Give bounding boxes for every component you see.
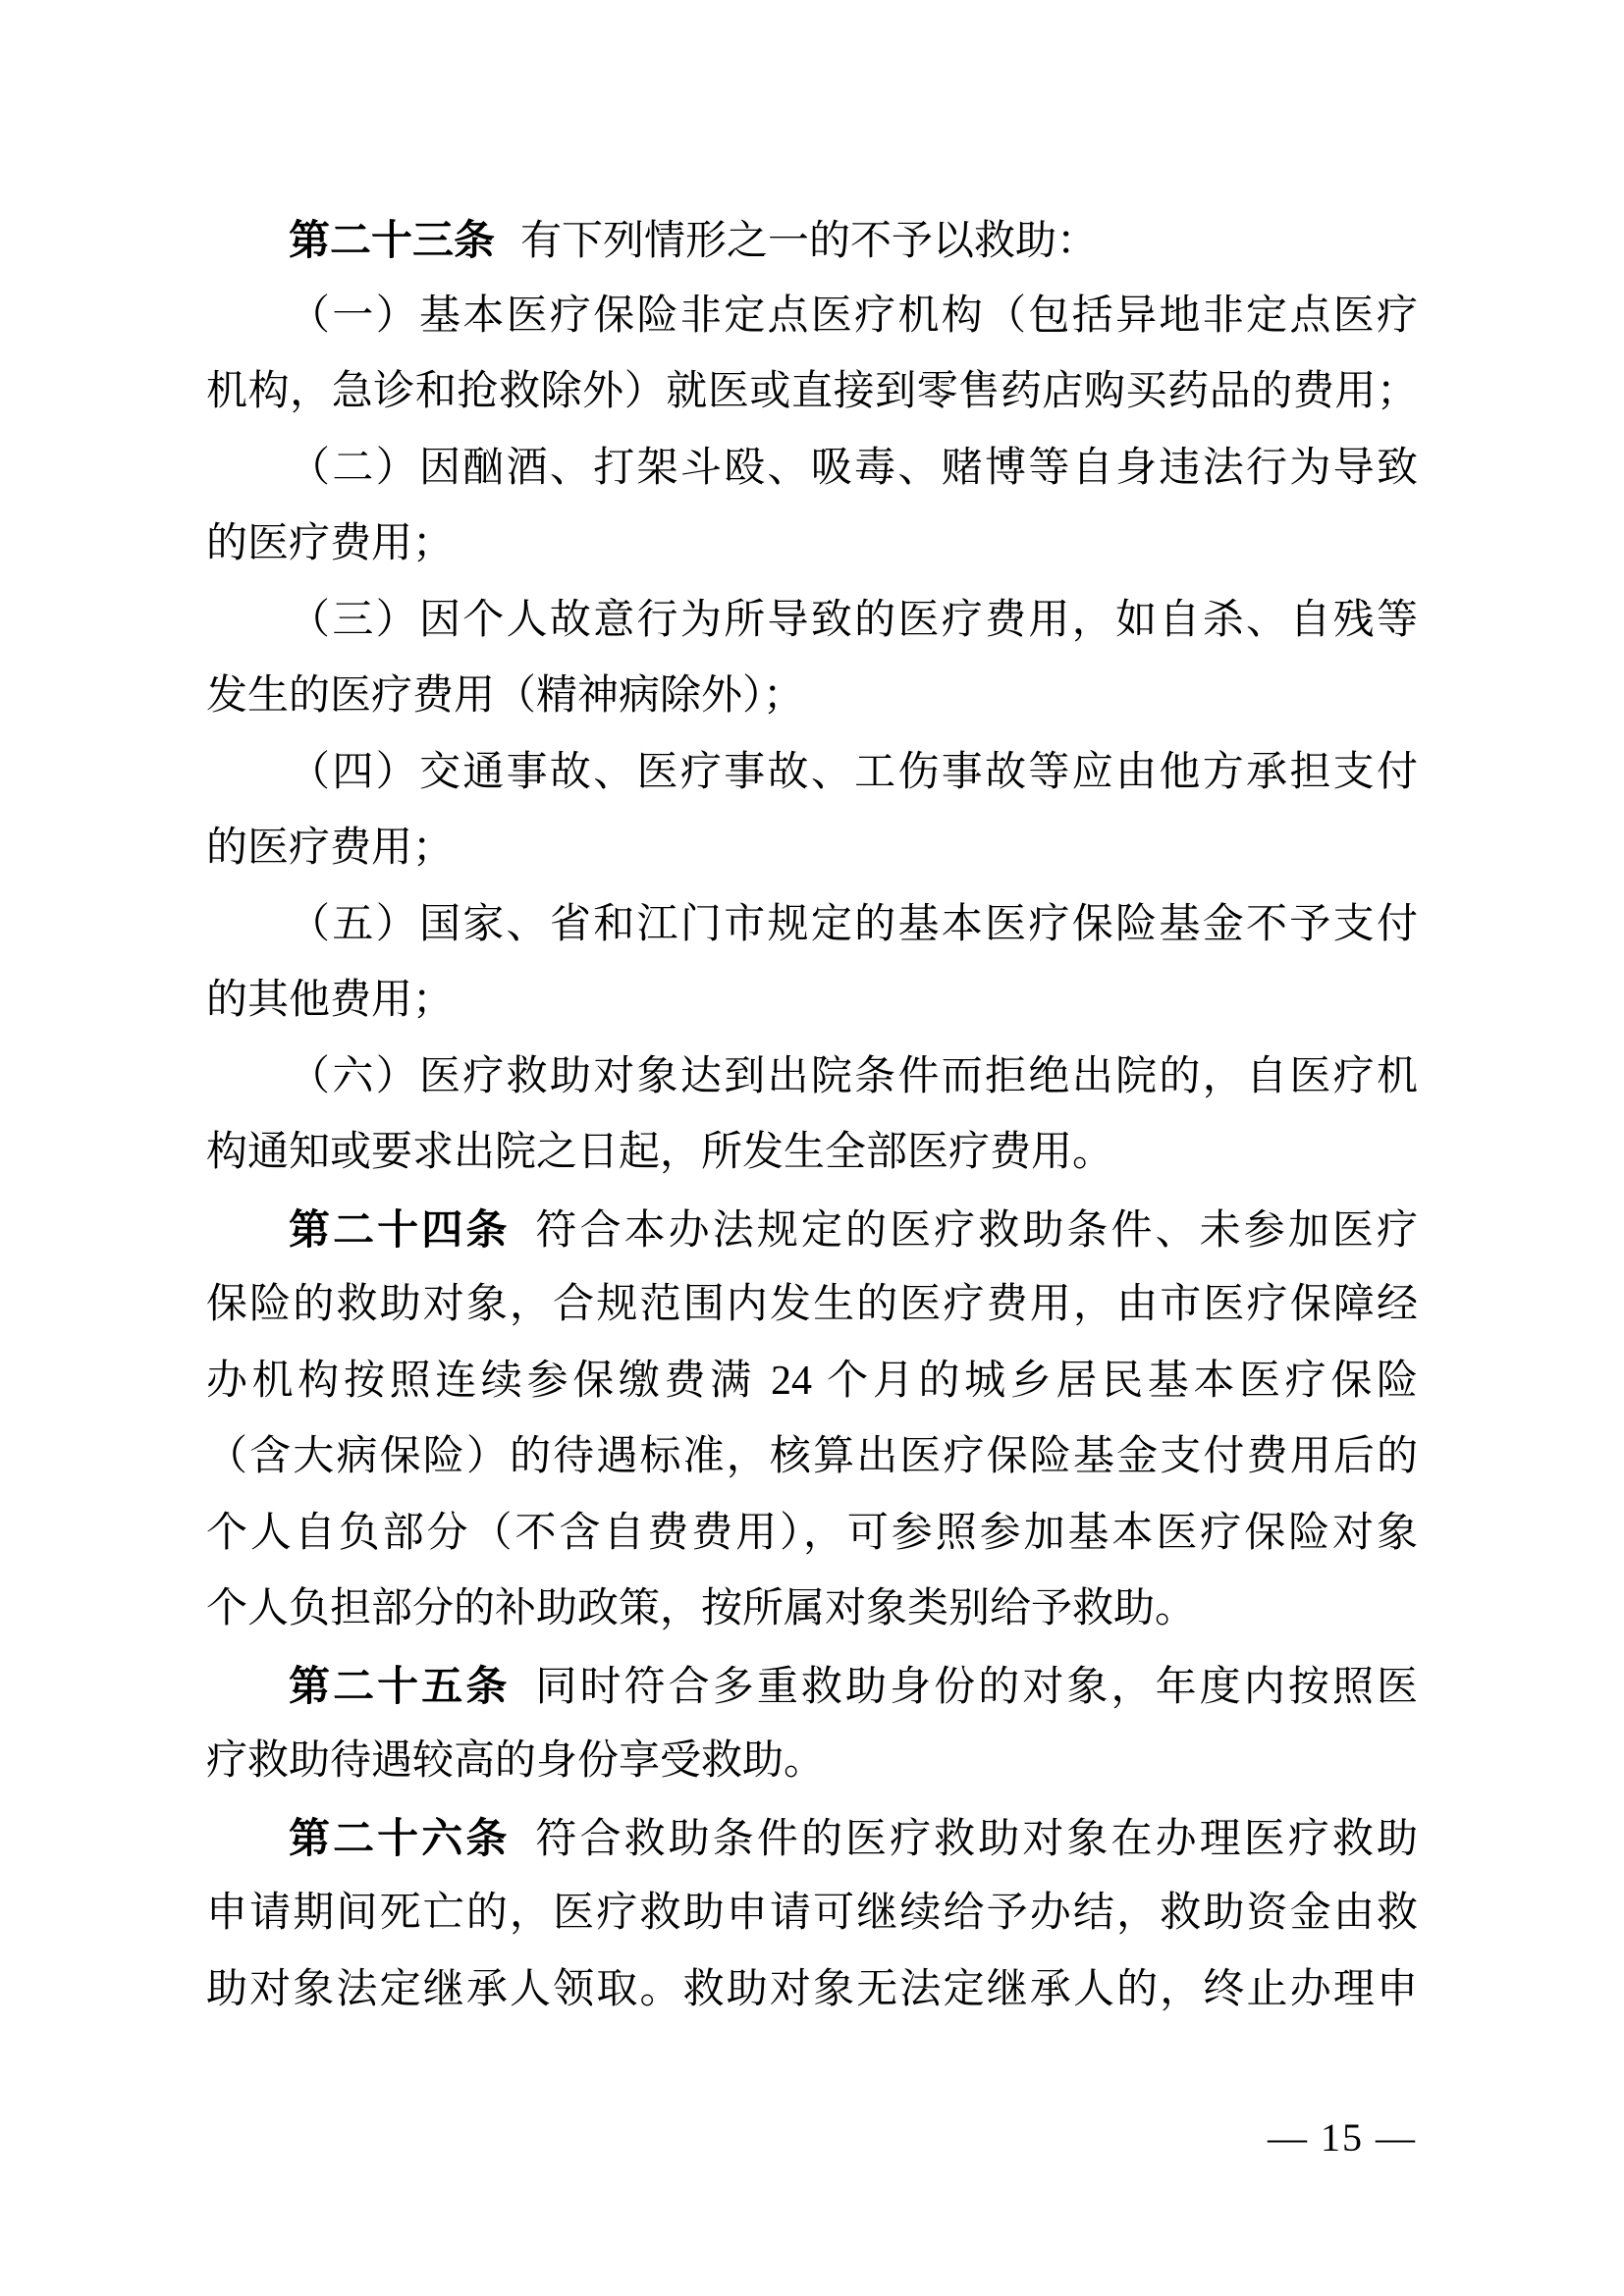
text-line (206, 1192, 1418, 1268)
text-line (206, 431, 1418, 507)
text-line (206, 1952, 1418, 2029)
text-line (206, 659, 1418, 735)
line-text: 疗救助待遇较高的身份享受救助。 (206, 1738, 826, 1784)
text-line (206, 1344, 1418, 1420)
line-text: 个人自负部分（不含自费费用），可参照参加基本医疗保险对象 (206, 1510, 1418, 1556)
line-text: 符合本办法规定的医疗救助条件、未参加医疗 (535, 1207, 1418, 1254)
line-text: 的其他费用； (206, 978, 455, 1023)
text-line (206, 1267, 1418, 1344)
text-line (206, 811, 1418, 887)
text-line (206, 1800, 1418, 1877)
line-text: 申请期间死亡的，医疗救助申请可继续给予办结，救助资金由救 (206, 1891, 1418, 1936)
line-text: 有下列情形之一的不予以救助： (520, 219, 1099, 264)
text-line (206, 1876, 1418, 1952)
line-text: （四）交通事故、医疗事故、工伤事故等应由他方承担支付 (289, 749, 1418, 795)
article-number: 第二十五条 (289, 1662, 511, 1709)
text-line (206, 1648, 1418, 1725)
article-number: 第二十三条 (289, 217, 496, 263)
line-text: 助对象法定继承人领取。救助对象无法定继承人的，终止办理申 (206, 1966, 1418, 2012)
line-text: 保险的救助对象，合规范围内发生的医疗费用，由市医疗保障经 (206, 1282, 1418, 1327)
text-line (206, 735, 1418, 812)
text-line (206, 1572, 1418, 1648)
text-line (206, 202, 1418, 279)
article-number: 第二十四条 (289, 1205, 511, 1253)
text-line (206, 507, 1418, 583)
line-text: 符合救助条件的医疗救助对象在办理医疗救助 (535, 1816, 1418, 1862)
line-text: 机构，急诊和抢救除外）就医或直接到零售药店购买药品的费用； (206, 369, 1418, 414)
page-number: — 15 — (1268, 2115, 1417, 2160)
line-text: （六）医疗救助对象达到出院条件而拒绝出院的，自医疗机 (289, 1053, 1418, 1099)
text-line (206, 354, 1418, 431)
line-text: 办机构按照连续参保缴费满 24 个月的城乡居民基本医疗保险 (206, 1358, 1418, 1404)
line-text: （五）国家、省和江门市规定的基本医疗保险基金不予支付 (289, 901, 1418, 947)
text-line (206, 583, 1418, 660)
line-text: （二）因酗酒、打架斗殴、吸毒、赌博等自身违法行为导致 (289, 445, 1418, 491)
text-line (206, 279, 1418, 355)
line-text: 的医疗费用； (206, 521, 455, 566)
line-text: 构通知或要求出院之日起，所发生全部医疗费用。 (206, 1130, 1114, 1175)
line-text: 的医疗费用； (206, 826, 455, 871)
line-text: （一）基本医疗保险非定点医疗机构（包括异地非定点医疗 (289, 293, 1418, 339)
text-line (206, 963, 1418, 1040)
text-line (206, 887, 1418, 964)
text-block (206, 202, 1418, 2028)
article-number: 第二十六条 (289, 1814, 511, 1861)
text-line (206, 1496, 1418, 1573)
text-line (206, 1724, 1418, 1800)
line-text: 个人负担部分的补助政策，按所属对象类别给予救助。 (206, 1586, 1197, 1631)
text-line (206, 1115, 1418, 1192)
line-text: （三）因个人故意行为所导致的医疗费用，如自杀、自残等 (289, 597, 1418, 643)
line-text: 发生的医疗费用（精神病除外）； (206, 673, 805, 719)
line-text: 同时符合多重救助身份的对象，年度内按照医 (535, 1664, 1418, 1710)
text-line (206, 1419, 1418, 1496)
text-line (206, 1040, 1418, 1116)
line-text: （含大病保险）的待遇标准，核算出医疗保险基金支付费用后的 (206, 1434, 1418, 1479)
